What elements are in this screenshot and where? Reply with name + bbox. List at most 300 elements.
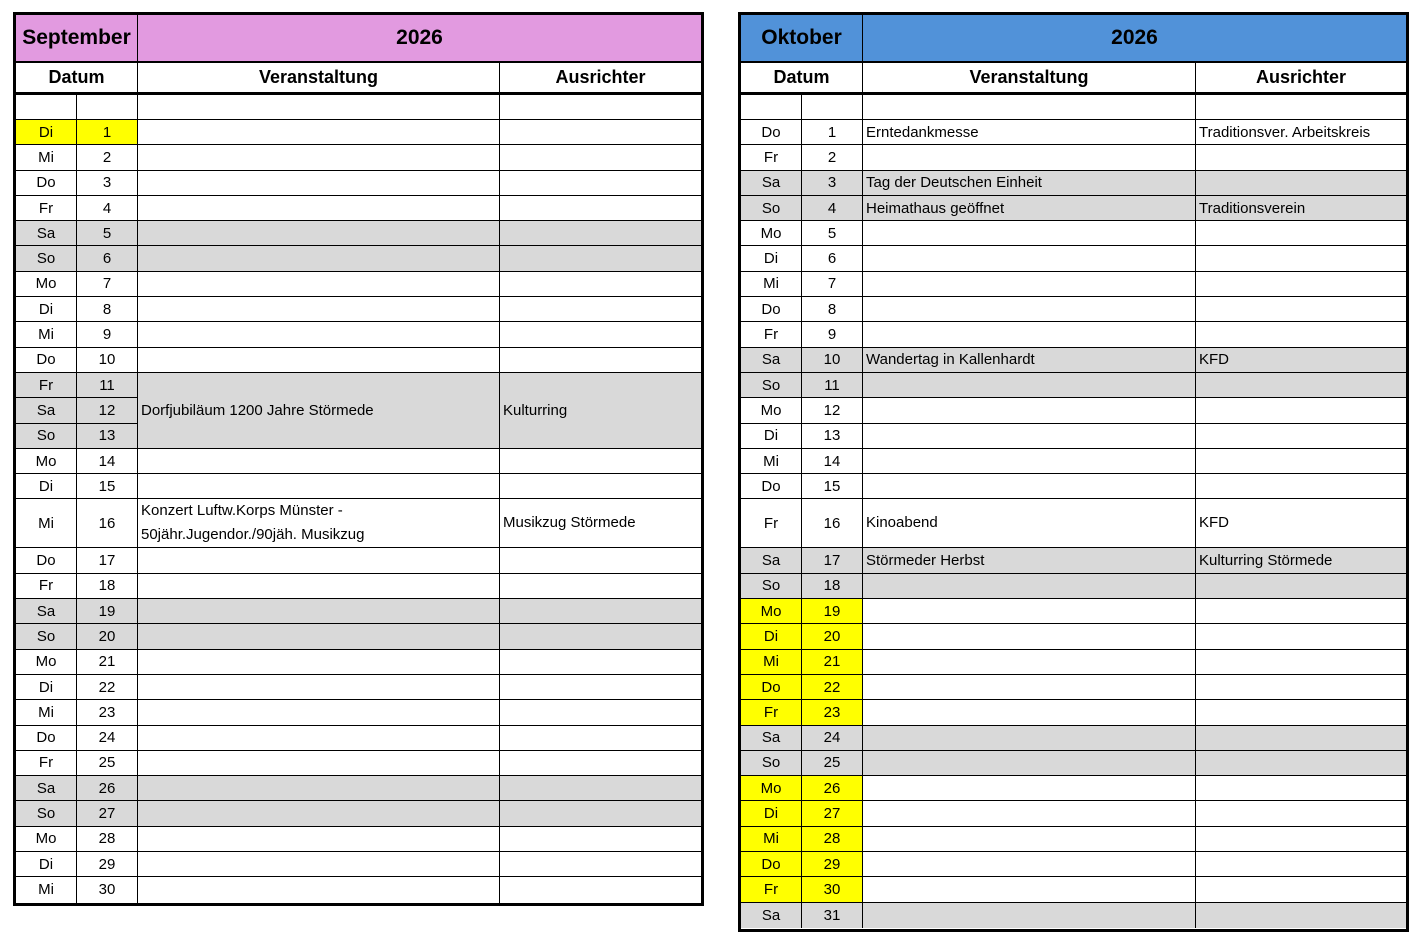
organizer-cell <box>500 246 701 270</box>
day-row <box>741 120 1406 145</box>
weekday-cell: Mi <box>741 272 802 296</box>
day-row <box>741 852 1406 877</box>
day-row <box>741 246 1406 271</box>
day-rows <box>16 95 701 903</box>
weekday-cell: Sa <box>16 398 77 422</box>
organizer-cell <box>1196 751 1406 775</box>
col-veranstaltung: Veranstaltung <box>863 63 1196 92</box>
organizer-cell <box>1196 903 1406 928</box>
event-cell <box>863 599 1196 623</box>
event-cell <box>138 700 500 724</box>
day-number-cell: 4 <box>802 196 863 220</box>
event-cell <box>138 675 500 699</box>
organizer-cell <box>500 474 701 498</box>
day-number-cell: 29 <box>802 852 863 876</box>
day-row <box>16 145 701 170</box>
weekday-cell: Fr <box>16 574 77 598</box>
weekday-cell: Do <box>16 548 77 572</box>
day-row <box>741 424 1406 449</box>
day-row <box>16 171 701 196</box>
merged-event-cell: Dorfjubiläum 1200 Jahre Störmede <box>138 373 500 449</box>
weekday-cell: Sa <box>741 726 802 750</box>
day-number-cell: 1 <box>802 120 863 144</box>
day-row <box>741 272 1406 297</box>
event-cell: Erntedankmesse <box>863 120 1196 144</box>
day-row <box>741 903 1406 928</box>
weekday-cell: Fr <box>741 700 802 724</box>
organizer-cell <box>1196 624 1406 648</box>
event-cell <box>138 322 500 346</box>
weekday-cell: Mi <box>16 322 77 346</box>
weekday-cell: Sa <box>16 776 77 800</box>
day-number-cell: 14 <box>77 449 138 473</box>
event-cell <box>138 650 500 674</box>
event-cell <box>138 272 500 296</box>
day-number-cell: 19 <box>77 599 138 623</box>
organizer-cell <box>500 348 701 372</box>
day-number-cell: 9 <box>802 322 863 346</box>
event-cell <box>138 827 500 851</box>
weekday-cell: Mi <box>741 827 802 851</box>
organizer-cell: KFD <box>1199 514 1229 532</box>
event-cell <box>138 726 500 750</box>
weekday-cell: So <box>16 624 77 648</box>
weekday-cell: So <box>16 246 77 270</box>
day-row <box>16 599 701 624</box>
day-number-cell: 23 <box>77 700 138 724</box>
organizer-cell <box>500 624 701 648</box>
col-datum: Datum <box>16 63 138 92</box>
event-cell <box>138 171 500 195</box>
day-number-cell: 22 <box>77 675 138 699</box>
organizer-cell <box>1196 424 1406 448</box>
day-number-cell: 20 <box>77 624 138 648</box>
day-row <box>741 196 1406 221</box>
event-cell: Wandertag in Kallenhardt <box>863 348 1196 372</box>
day-row <box>741 499 1406 548</box>
column-header-row <box>741 63 1406 95</box>
day-number-cell: 15 <box>77 474 138 498</box>
day-row <box>741 221 1406 246</box>
weekday-cell: Do <box>741 120 802 144</box>
event-cell <box>138 599 500 623</box>
event-cell <box>863 424 1196 448</box>
event-cell <box>863 877 1196 901</box>
col-veranstaltung: Veranstaltung <box>138 63 500 92</box>
weekday-cell: Do <box>741 297 802 321</box>
organizer-cell <box>1196 449 1406 473</box>
day-row <box>16 776 701 801</box>
organizer-cell <box>1196 373 1406 397</box>
day-row <box>16 574 701 599</box>
event-cell <box>138 474 500 498</box>
event-cell <box>863 145 1196 169</box>
organizer-cell <box>500 221 701 245</box>
day-number-cell: 17 <box>802 548 863 572</box>
day-number-cell: 22 <box>802 675 863 699</box>
organizer-cell <box>500 196 701 220</box>
day-number-cell: 27 <box>77 801 138 825</box>
weekday-cell: So <box>741 751 802 775</box>
day-number-cell: 10 <box>802 348 863 372</box>
organizer-cell <box>1196 297 1406 321</box>
weekday-cell: So <box>741 196 802 220</box>
organizer-cell <box>1196 877 1406 901</box>
day-number-cell: 9 <box>77 322 138 346</box>
day-number-cell: 1 <box>77 120 138 144</box>
day-number-cell: 26 <box>802 776 863 800</box>
event-cell: Tag der Deutschen Einheit <box>863 171 1196 195</box>
organizer-cell: Traditionsverein <box>1196 196 1406 220</box>
day-number-cell: 2 <box>77 145 138 169</box>
organizer-cell <box>500 700 701 724</box>
event-cell <box>863 373 1196 397</box>
organizer-cell <box>500 171 701 195</box>
event-cell <box>863 852 1196 876</box>
weekday-cell: So <box>16 801 77 825</box>
event-cell <box>863 272 1196 296</box>
day-number-cell: 24 <box>77 726 138 750</box>
organizer-cell <box>500 776 701 800</box>
organizer-cell <box>500 120 701 144</box>
organizer-cell: Musikzug Störmede <box>503 514 636 532</box>
month-name: September <box>16 15 138 61</box>
weekday-cell: Sa <box>741 903 802 928</box>
col-ausrichter: Ausrichter <box>555 67 646 87</box>
event-cell <box>863 827 1196 851</box>
day-row <box>741 474 1406 499</box>
day-number-cell: 30 <box>77 877 138 902</box>
event-cell <box>863 650 1196 674</box>
event-cell <box>863 297 1196 321</box>
day-number-cell: 21 <box>802 650 863 674</box>
weekday-cell: Mi <box>16 877 77 902</box>
weekday-cell: Mo <box>16 449 77 473</box>
day-row <box>16 474 701 499</box>
day-number-cell: 4 <box>77 196 138 220</box>
weekday-cell: Fr <box>16 196 77 220</box>
day-row <box>16 675 701 700</box>
organizer-cell <box>500 548 701 572</box>
day-number-cell: 12 <box>802 398 863 422</box>
day-row <box>741 801 1406 826</box>
organizer-cell <box>1196 726 1406 750</box>
day-number-cell: 20 <box>802 624 863 648</box>
day-row <box>741 776 1406 801</box>
day-number-cell: 6 <box>802 246 863 270</box>
day-row <box>741 877 1406 902</box>
day-row <box>741 348 1406 373</box>
weekday-cell: Do <box>16 171 77 195</box>
day-number-cell: 25 <box>802 751 863 775</box>
event-cell <box>138 751 500 775</box>
event-cell <box>863 776 1196 800</box>
event-cell <box>138 776 500 800</box>
organizer-cell <box>500 801 701 825</box>
weekday-cell: Mo <box>741 776 802 800</box>
col-ausrichter: Ausrichter <box>1255 67 1347 87</box>
organizer-cell <box>1196 474 1406 498</box>
event-cell: Kinoabend <box>863 499 1196 547</box>
day-number-cell: 16 <box>802 499 863 547</box>
organizer-cell <box>500 675 701 699</box>
event-cell <box>138 145 500 169</box>
day-row <box>16 827 701 852</box>
event-cell <box>138 574 500 598</box>
weekday-cell: Di <box>16 675 77 699</box>
weekday-cell: Sa <box>16 599 77 623</box>
weekday-cell: Do <box>741 675 802 699</box>
event-cell <box>863 726 1196 750</box>
weekday-cell: Mo <box>16 827 77 851</box>
event-cell <box>138 877 500 902</box>
organizer-cell <box>500 726 701 750</box>
day-number-cell: 6 <box>77 246 138 270</box>
weekday-cell: Fr <box>741 322 802 346</box>
day-row <box>741 297 1406 322</box>
day-row <box>16 852 701 877</box>
day-row <box>16 348 701 373</box>
day-row <box>16 449 701 474</box>
day-row <box>16 650 701 675</box>
weekday-cell: Di <box>741 424 802 448</box>
event-cell: Störmeder Herbst <box>863 548 1196 572</box>
month-title-row <box>16 15 701 63</box>
day-number-cell: 13 <box>77 424 138 448</box>
event-cell <box>138 624 500 648</box>
day-row <box>741 700 1406 725</box>
event-cell <box>863 322 1196 346</box>
event-cell <box>863 246 1196 270</box>
weekday-cell: Di <box>741 624 802 648</box>
organizer-cell <box>500 751 701 775</box>
day-number-cell: 11 <box>77 373 138 397</box>
weekday-cell: Mo <box>741 599 802 623</box>
weekday-cell: Di <box>741 801 802 825</box>
day-number-cell: 3 <box>77 171 138 195</box>
day-number-cell: 7 <box>77 272 138 296</box>
day-row <box>16 322 701 347</box>
day-row <box>16 877 701 902</box>
event-cell <box>138 801 500 825</box>
event-cell <box>138 348 500 372</box>
day-number-cell: 14 <box>802 449 863 473</box>
event-cell <box>863 751 1196 775</box>
year-title: 2026 <box>138 15 701 61</box>
weekday-cell: Di <box>16 297 77 321</box>
day-row <box>741 726 1406 751</box>
blank-row <box>741 95 1406 120</box>
organizer-cell <box>500 852 701 876</box>
organizer-cell <box>1196 246 1406 270</box>
weekday-cell: Di <box>16 120 77 144</box>
organizer-cell: Traditionsver. Arbeitskreis <box>1199 123 1371 141</box>
event-cell <box>138 449 500 473</box>
blank-row <box>16 95 701 120</box>
weekday-cell: Mi <box>16 499 77 547</box>
day-number-cell: 31 <box>802 903 863 928</box>
day-number-cell: 23 <box>802 700 863 724</box>
day-row <box>741 599 1406 624</box>
day-number-cell: 30 <box>802 877 863 901</box>
day-rows <box>741 95 1406 928</box>
day-number-cell: 29 <box>77 852 138 876</box>
day-row <box>741 624 1406 649</box>
day-row <box>741 398 1406 423</box>
day-row <box>16 246 701 271</box>
organizer-cell <box>1196 776 1406 800</box>
day-number-cell: 18 <box>802 574 863 598</box>
weekday-cell: Sa <box>741 548 802 572</box>
day-row <box>741 650 1406 675</box>
day-number-cell: 27 <box>802 801 863 825</box>
merged-organizer-cell: Kulturring <box>500 373 701 449</box>
event-cell <box>863 398 1196 422</box>
weekday-cell: Mi <box>16 145 77 169</box>
day-row <box>16 624 701 649</box>
organizer-cell <box>500 297 701 321</box>
organizer-cell <box>1196 171 1406 195</box>
day-number-cell: 28 <box>802 827 863 851</box>
organizer-cell <box>500 449 701 473</box>
day-number-cell: 21 <box>77 650 138 674</box>
organizer-cell <box>1196 852 1406 876</box>
day-number-cell: 11 <box>802 373 863 397</box>
day-number-cell: 26 <box>77 776 138 800</box>
day-row <box>16 499 701 548</box>
day-row <box>16 726 701 751</box>
weekday-cell: Sa <box>16 221 77 245</box>
organizer-cell <box>500 827 701 851</box>
event-cell <box>863 624 1196 648</box>
day-row <box>16 272 701 297</box>
weekday-cell: Do <box>16 726 77 750</box>
organizer-cell <box>1196 599 1406 623</box>
day-number-cell: 13 <box>802 424 863 448</box>
event-cell <box>138 221 500 245</box>
weekday-cell: Mi <box>16 700 77 724</box>
day-row <box>16 548 701 573</box>
day-number-cell: 8 <box>77 297 138 321</box>
organizer-cell <box>1196 827 1406 851</box>
month-title-row <box>741 15 1406 63</box>
weekday-cell: Di <box>16 852 77 876</box>
day-row <box>741 373 1406 398</box>
day-row <box>741 827 1406 852</box>
weekday-cell: So <box>741 373 802 397</box>
weekday-cell: Fr <box>741 877 802 901</box>
organizer-cell: KFD <box>1196 348 1406 372</box>
organizer-cell <box>500 574 701 598</box>
day-number-cell: 8 <box>802 297 863 321</box>
weekday-cell: So <box>741 574 802 598</box>
day-number-cell: 28 <box>77 827 138 851</box>
day-number-cell: 17 <box>77 548 138 572</box>
column-header-row <box>16 63 701 95</box>
day-row <box>16 196 701 221</box>
event-cell <box>138 120 500 144</box>
organizer-cell <box>1196 398 1406 422</box>
weekday-cell: Di <box>16 474 77 498</box>
event-cell <box>863 700 1196 724</box>
organizer-cell <box>1196 145 1406 169</box>
weekday-cell: Mo <box>16 650 77 674</box>
day-row <box>16 221 701 246</box>
event-cell <box>863 675 1196 699</box>
event-cell: Heimathaus geöffnet <box>863 196 1196 220</box>
organizer-cell <box>500 322 701 346</box>
weekday-cell: Do <box>16 348 77 372</box>
organizer-cell <box>1196 700 1406 724</box>
day-number-cell: 15 <box>802 474 863 498</box>
day-row <box>16 700 701 725</box>
day-row <box>16 120 701 145</box>
weekday-cell: Sa <box>741 171 802 195</box>
day-number-cell: 19 <box>802 599 863 623</box>
organizer-cell <box>1196 801 1406 825</box>
day-number-cell: 3 <box>802 171 863 195</box>
september-calendar <box>13 12 704 906</box>
day-number-cell: 10 <box>77 348 138 372</box>
event-cell <box>863 574 1196 598</box>
organizer-cell <box>500 145 701 169</box>
day-row <box>741 574 1406 599</box>
organizer-cell <box>1196 322 1406 346</box>
month-name: Oktober <box>741 15 863 61</box>
day-number-cell: 16 <box>77 499 138 547</box>
organizer-cell <box>1196 221 1406 245</box>
weekday-cell: Sa <box>741 348 802 372</box>
day-number-cell: 12 <box>77 398 138 422</box>
day-row <box>741 751 1406 776</box>
organizer-cell <box>1196 574 1406 598</box>
event-cell <box>138 196 500 220</box>
day-row <box>741 171 1406 196</box>
event-cell <box>138 246 500 270</box>
day-row <box>16 751 701 776</box>
day-number-cell: 7 <box>802 272 863 296</box>
weekday-cell: Mo <box>741 398 802 422</box>
year-title: 2026 <box>863 15 1406 61</box>
weekday-cell: Do <box>741 852 802 876</box>
organizer-cell <box>1196 650 1406 674</box>
event-cell <box>863 903 1196 928</box>
day-row <box>16 297 701 322</box>
weekday-cell: Fr <box>741 145 802 169</box>
weekday-cell: Fr <box>16 751 77 775</box>
weekday-cell: Fr <box>741 499 802 547</box>
organizer-cell <box>500 272 701 296</box>
weekday-cell: Do <box>741 474 802 498</box>
event-cell: Konzert Luftw.Korps Münster - 50jähr.Jugendor./90jäh. Musikzug <box>138 499 500 547</box>
weekday-cell: Fr <box>16 373 77 397</box>
weekday-cell: Mi <box>741 650 802 674</box>
day-number-cell: 25 <box>77 751 138 775</box>
event-cell <box>138 297 500 321</box>
weekday-cell: Mo <box>741 221 802 245</box>
day-row <box>741 322 1406 347</box>
day-row <box>16 801 701 826</box>
day-number-cell: 5 <box>802 221 863 245</box>
event-cell <box>138 852 500 876</box>
organizer-cell <box>500 599 701 623</box>
organizer-cell <box>1196 272 1406 296</box>
day-row <box>741 145 1406 170</box>
weekday-cell: Mi <box>741 449 802 473</box>
day-number-cell: 24 <box>802 726 863 750</box>
day-number-cell: 2 <box>802 145 863 169</box>
event-cell <box>863 474 1196 498</box>
